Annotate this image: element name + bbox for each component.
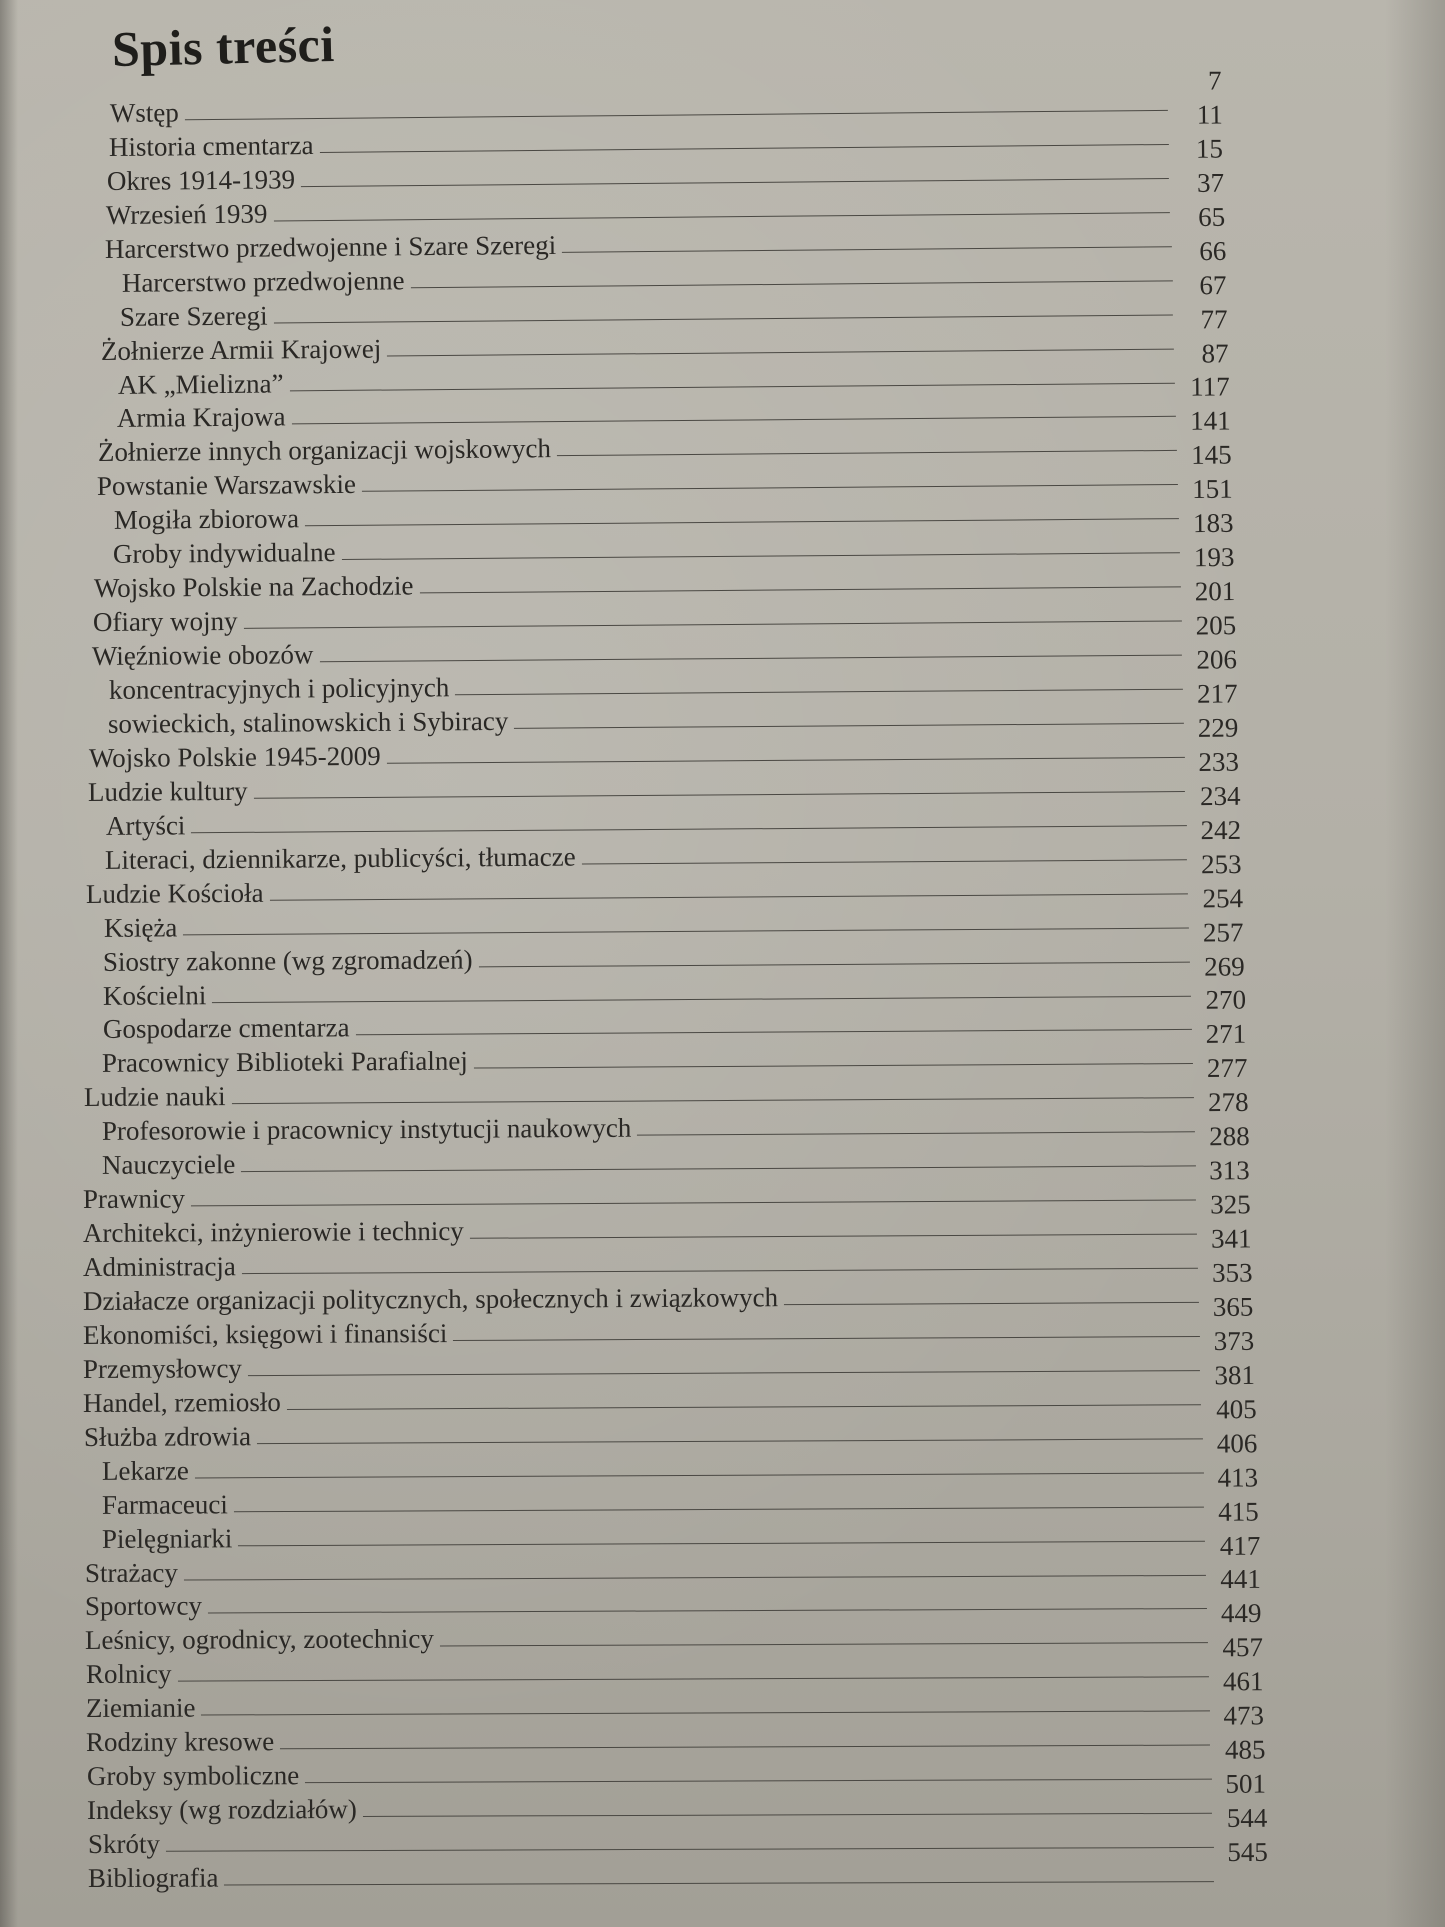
toc-entry-label: Artyści xyxy=(105,810,186,841)
toc-leader-line xyxy=(562,246,1171,253)
toc-leader-line xyxy=(557,450,1177,456)
toc-entry-label: Strażacy xyxy=(84,1557,178,1588)
toc-entry-label: koncentracyjnych i policyjnych xyxy=(108,672,450,705)
toc-entry-label: Farmaceuci xyxy=(101,1488,228,1520)
toc-page-number: 441 xyxy=(1220,1564,1261,1595)
toc-entry-label: Rolnicy xyxy=(85,1658,172,1690)
toc-leader-line xyxy=(305,518,1179,526)
toc-entry-label: Służba zdrowia xyxy=(83,1420,251,1452)
toc-page-number: 270 xyxy=(1205,984,1246,1016)
toc-page-number: 341 xyxy=(1211,1223,1252,1254)
toc-leader-line xyxy=(177,1677,1209,1682)
toc-leader-line xyxy=(191,1200,1196,1207)
toc-page-number: 457 xyxy=(1221,1632,1263,1663)
toc-page-number: 37 xyxy=(1197,167,1225,198)
toc-entry-label: Pielęgniarki xyxy=(102,1522,233,1554)
toc-entry-label: Sportowcy xyxy=(84,1590,202,1622)
toc-page-number: 278 xyxy=(1207,1087,1249,1118)
toc-leader-line xyxy=(270,893,1188,900)
toc-page-number: 406 xyxy=(1216,1427,1258,1459)
toc-page-number: 545 xyxy=(1227,1836,1268,1868)
toc-leader-line xyxy=(302,178,1170,187)
toc-page-number: 501 xyxy=(1225,1768,1267,1799)
toc-entry-label: Skróty xyxy=(87,1828,160,1860)
toc-page-number: 193 xyxy=(1193,542,1235,573)
toc-leader-line xyxy=(582,859,1188,864)
toc-leader-line xyxy=(363,1813,1212,1817)
toc-page-number: 461 xyxy=(1222,1666,1264,1697)
toc-page-number: 415 xyxy=(1218,1496,1260,1527)
toc-leader-line xyxy=(290,382,1175,391)
toc-page-number: 313 xyxy=(1209,1155,1251,1186)
toc-leader-line xyxy=(212,995,1191,1002)
toc-entry-label: Gospodarze cmentarza xyxy=(102,1012,350,1045)
toc-page-number: 544 xyxy=(1226,1802,1268,1833)
toc-entry-label: Harcerstwo przedwojenne xyxy=(121,264,405,298)
toc-leader-line xyxy=(281,1745,1211,1750)
toc-entry-label: Działacze organizacji politycznych, społecznych i związkowych xyxy=(83,1282,779,1316)
toc-entry-label: Administracja xyxy=(83,1251,237,1283)
toc-entry-label: Architekci, inżynierowie i technicy xyxy=(83,1215,465,1249)
toc-leader-line xyxy=(287,1404,1201,1410)
toc-leader-line xyxy=(239,1540,1205,1546)
toc-entry-label: Armia Krajowa xyxy=(116,401,286,434)
toc-leader-line xyxy=(242,1268,1198,1274)
toc-page-number: 381 xyxy=(1214,1359,1256,1390)
toc-leader-line xyxy=(455,689,1183,696)
toc-page-number: 205 xyxy=(1195,610,1236,641)
toc-entry-label: Okres 1914-1939 xyxy=(107,164,296,196)
toc-leader-line xyxy=(388,348,1174,356)
toc-page-number: 373 xyxy=(1213,1325,1255,1356)
toc-leader-line xyxy=(232,1097,1194,1104)
toc-page-number: 365 xyxy=(1213,1291,1254,1322)
toc-leader-line xyxy=(274,314,1173,323)
toc-page-number: 257 xyxy=(1203,916,1244,948)
toc-page-number: 254 xyxy=(1202,882,1244,914)
toc-leader-line xyxy=(440,1643,1208,1647)
toc-entry-label: Ludzie nauki xyxy=(83,1081,226,1113)
toc-page-number: 145 xyxy=(1190,439,1232,471)
toc-entry-label: Profesorowie i pracownicy instytucji naukowych xyxy=(101,1112,632,1147)
toc-leader-line xyxy=(292,416,1176,425)
toc-leader-line xyxy=(274,212,1171,221)
toc-entry-label: Bibliografia xyxy=(87,1862,219,1893)
toc-leader-line xyxy=(305,1779,1211,1783)
toc-entry-label: Handel, rzemiosło xyxy=(83,1386,282,1418)
toc-page-number: 234 xyxy=(1199,780,1241,811)
toc-leader-line xyxy=(514,723,1183,729)
toc-page-number: 417 xyxy=(1219,1530,1260,1561)
toc-page-number: 15 xyxy=(1196,133,1224,164)
toc-leader-line xyxy=(234,1506,1204,1512)
toc-page-number: 449 xyxy=(1221,1598,1262,1629)
toc-leader-line xyxy=(419,587,1180,594)
toc-leader-line xyxy=(208,1608,1207,1613)
toc-page-number: 271 xyxy=(1205,1019,1247,1050)
toc-entry-label: Historia cmentarza xyxy=(108,129,314,162)
toc-leader-line xyxy=(248,1370,1200,1376)
toc-entry-label: Siostry zakonne (wg zgromadzeń) xyxy=(103,943,474,977)
toc-entry-label: Ekonomiści, księgowi i finansiści xyxy=(83,1317,448,1350)
toc-leader-line xyxy=(243,621,1181,629)
toc-page-number: 117 xyxy=(1189,371,1230,403)
toc-leader-line xyxy=(241,1166,1195,1173)
toc-entry-label: Wstęp xyxy=(109,97,179,128)
toc-page-number: 413 xyxy=(1217,1462,1259,1493)
toc-entry-label: Indeksy (wg rozdziałów) xyxy=(87,1794,358,1826)
toc-page-number: 242 xyxy=(1200,814,1242,845)
toc-page-number: 65 xyxy=(1198,201,1226,232)
toc-entry-label: Literaci, dziennikarze, publicyści, tłumacze xyxy=(104,841,576,875)
toc-page-number: 233 xyxy=(1198,746,1240,777)
toc-page-number: 277 xyxy=(1206,1053,1248,1084)
toc-entry-label: Ziemianie xyxy=(85,1692,196,1724)
toc-leader-line xyxy=(470,1234,1197,1239)
toc-page-number: 66 xyxy=(1198,235,1227,266)
toc-leader-line xyxy=(191,825,1186,833)
toc-leader-line xyxy=(319,655,1182,663)
toc-entry-label: Groby symboliczne xyxy=(86,1760,299,1792)
toc-page-number: 141 xyxy=(1189,405,1231,437)
toc-entry-label: Prawnicy xyxy=(83,1183,186,1215)
toc-page-number: 11 xyxy=(1196,99,1223,130)
toc-entry-label: Żołnierze innych organizacji wojskowych xyxy=(97,433,551,468)
toc-leader-line xyxy=(183,927,1189,935)
toc-entry-label: Wojsko Polskie na Zachodzie xyxy=(93,570,414,604)
toc-entry-label: Szare Szeregi xyxy=(120,300,269,332)
toc-entry-label: Powstanie Warszawskie xyxy=(96,469,356,502)
toc-entry-label: Rodziny kresowe xyxy=(86,1726,275,1758)
toc-entry-label: Harcerstwo przedwojenne i Szare Szeregi xyxy=(104,229,557,264)
toc-entry-label: Pracownicy Biblioteki Parafialnej xyxy=(102,1045,469,1079)
toc-page-number: 201 xyxy=(1194,576,1236,607)
toc-page-number: 229 xyxy=(1197,712,1239,743)
toc-leader-line xyxy=(454,1336,1200,1341)
toc-entry-label: Żołnierze Armii Krajowej xyxy=(101,333,382,366)
toc-entry-label: Leśnicy, ogrodnicy, zootechnicy xyxy=(85,1623,435,1656)
toc-entry-label: sowieckich, stalinowskich i Sybiracy xyxy=(107,705,509,739)
toc-entry-label: Kościelni xyxy=(102,979,207,1011)
toc-page-number: 485 xyxy=(1224,1734,1266,1765)
toc-leader-line xyxy=(257,1438,1203,1444)
toc-leader-line xyxy=(362,484,1178,492)
toc-entry-label: Wojsko Polskie 1945-2009 xyxy=(88,740,382,773)
toc-page-number: 206 xyxy=(1196,644,1237,675)
toc-entry-label: Ludzie Kościoła xyxy=(86,877,265,909)
toc-page-number: 7 xyxy=(1207,65,1222,96)
toc-leader-line xyxy=(254,791,1185,799)
toc-page-number: 217 xyxy=(1196,678,1238,709)
toc-entry-label: Nauczyciele xyxy=(101,1149,235,1181)
toc-page-number: 353 xyxy=(1212,1257,1253,1288)
toc-leader-line xyxy=(319,144,1168,153)
toc-leader-line xyxy=(410,280,1172,288)
toc-leader-line xyxy=(479,961,1190,967)
toc-leader-line xyxy=(166,1847,1214,1852)
toc-leader-line xyxy=(784,1302,1199,1305)
toc-leader-line xyxy=(637,1132,1194,1136)
toc-entry-label: Ludzie kultury xyxy=(88,775,249,807)
toc-entry-label: Przemysłowcy xyxy=(83,1353,243,1384)
toc-page-number: 77 xyxy=(1200,303,1228,334)
toc-entry-label: Więźniowie obozów xyxy=(91,639,314,672)
toc-entry-label: Mogiła zbiorowa xyxy=(113,503,299,536)
toc-page-number: 269 xyxy=(1204,950,1245,982)
toc-leader-line xyxy=(387,757,1185,764)
toc-leader-line xyxy=(355,1029,1192,1035)
toc-entry-label: AK „Mielizna” xyxy=(117,367,284,400)
toc-page-number: 288 xyxy=(1208,1121,1250,1152)
toc-leader-line xyxy=(185,110,1168,120)
page-title: Spis treści xyxy=(111,15,336,77)
toc-leader-line xyxy=(201,1711,1209,1716)
toc-page-number: 183 xyxy=(1192,508,1234,539)
toc-leader-line xyxy=(474,1063,1193,1069)
toc-page-number: 405 xyxy=(1215,1393,1257,1425)
toc-leader-line xyxy=(341,552,1179,560)
toc-leader-line xyxy=(183,1574,1206,1580)
toc-page-number: 151 xyxy=(1191,473,1233,505)
toc-leader-line xyxy=(195,1472,1204,1478)
toc-entry-label: Wrzesień 1939 xyxy=(105,198,268,230)
toc-page-number: 67 xyxy=(1199,269,1228,300)
toc-entry-label: Księża xyxy=(103,911,178,943)
toc-entry-label: Lekarze xyxy=(101,1455,189,1486)
toc-page-number: 325 xyxy=(1210,1189,1252,1220)
toc-page-number: 87 xyxy=(1201,337,1229,368)
toc-leader-line xyxy=(224,1881,1214,1885)
toc-entry-label: Groby indywidualne xyxy=(112,537,336,570)
toc-page-number: 253 xyxy=(1201,848,1243,879)
toc-page-number: 473 xyxy=(1223,1700,1265,1731)
toc-entry-label: Ofiary wojny xyxy=(92,605,238,638)
